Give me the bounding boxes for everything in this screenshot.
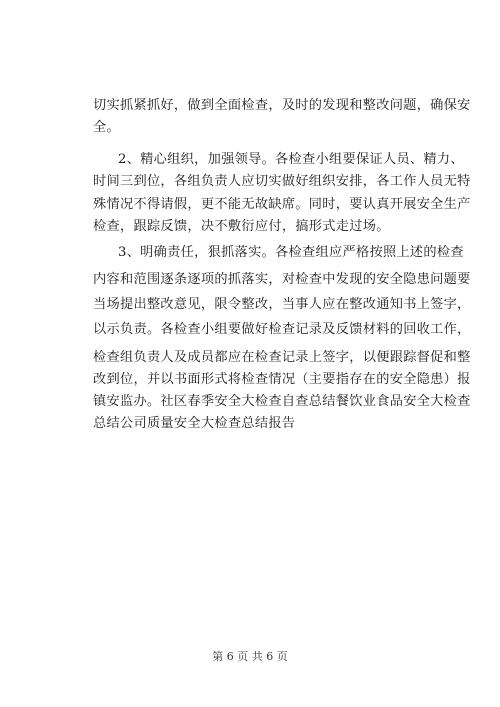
body-line-5: 殊情况不得请假，更不能无故缺席。同时，要认真开展安全生产 (93, 197, 471, 212)
body-line-8: 内容和范围逐条逐项的抓落实，对检查中发现的安全隐患问题要 (93, 272, 471, 287)
body-line-10: 以示负责。各检查小组要做好检查记录及反馈材料的回收工作， (93, 322, 471, 337)
section-2-heading-line: 2、精心组织，加强领导。各检查小组要保证人员、精力、 (118, 152, 464, 167)
section-3-heading-line: 3、明确责任，狠抓落实。各检查组应严格按照上述的检查 (118, 245, 464, 260)
body-line-12: 改到位，并以书面形式将检查情况（主要指存在的安全隐患）报 (93, 372, 471, 387)
page-number-footer: 第 6 页 共 6 页 (212, 650, 288, 663)
body-line-2: 全。 (93, 120, 120, 135)
body-line-4: 时间三到位，各组负责人应切实做好组织安排，各工作人员无特 (93, 174, 471, 189)
body-line-6: 检查，跟踪反馈，决不敷衍应付，搞形式走过场。 (93, 219, 390, 234)
body-line-9: 当场提出整改意见，限令整改，当事人应在整改通知书上签字， (93, 297, 471, 312)
body-line-11: 检查组负责人及成员都应在检查记录上签字，以便跟踪督促和整 (93, 350, 471, 365)
body-line-13: 镇安监办。社区春季安全大检查自查总结餐饮业食品安全大检查 (93, 394, 471, 409)
body-line-14: 总结公司质量安全大检查总结报告 (93, 416, 296, 431)
body-line-1: 切实抓紧抓好，做到全面检查，及时的发现和整改问题，确保安 (93, 98, 471, 113)
